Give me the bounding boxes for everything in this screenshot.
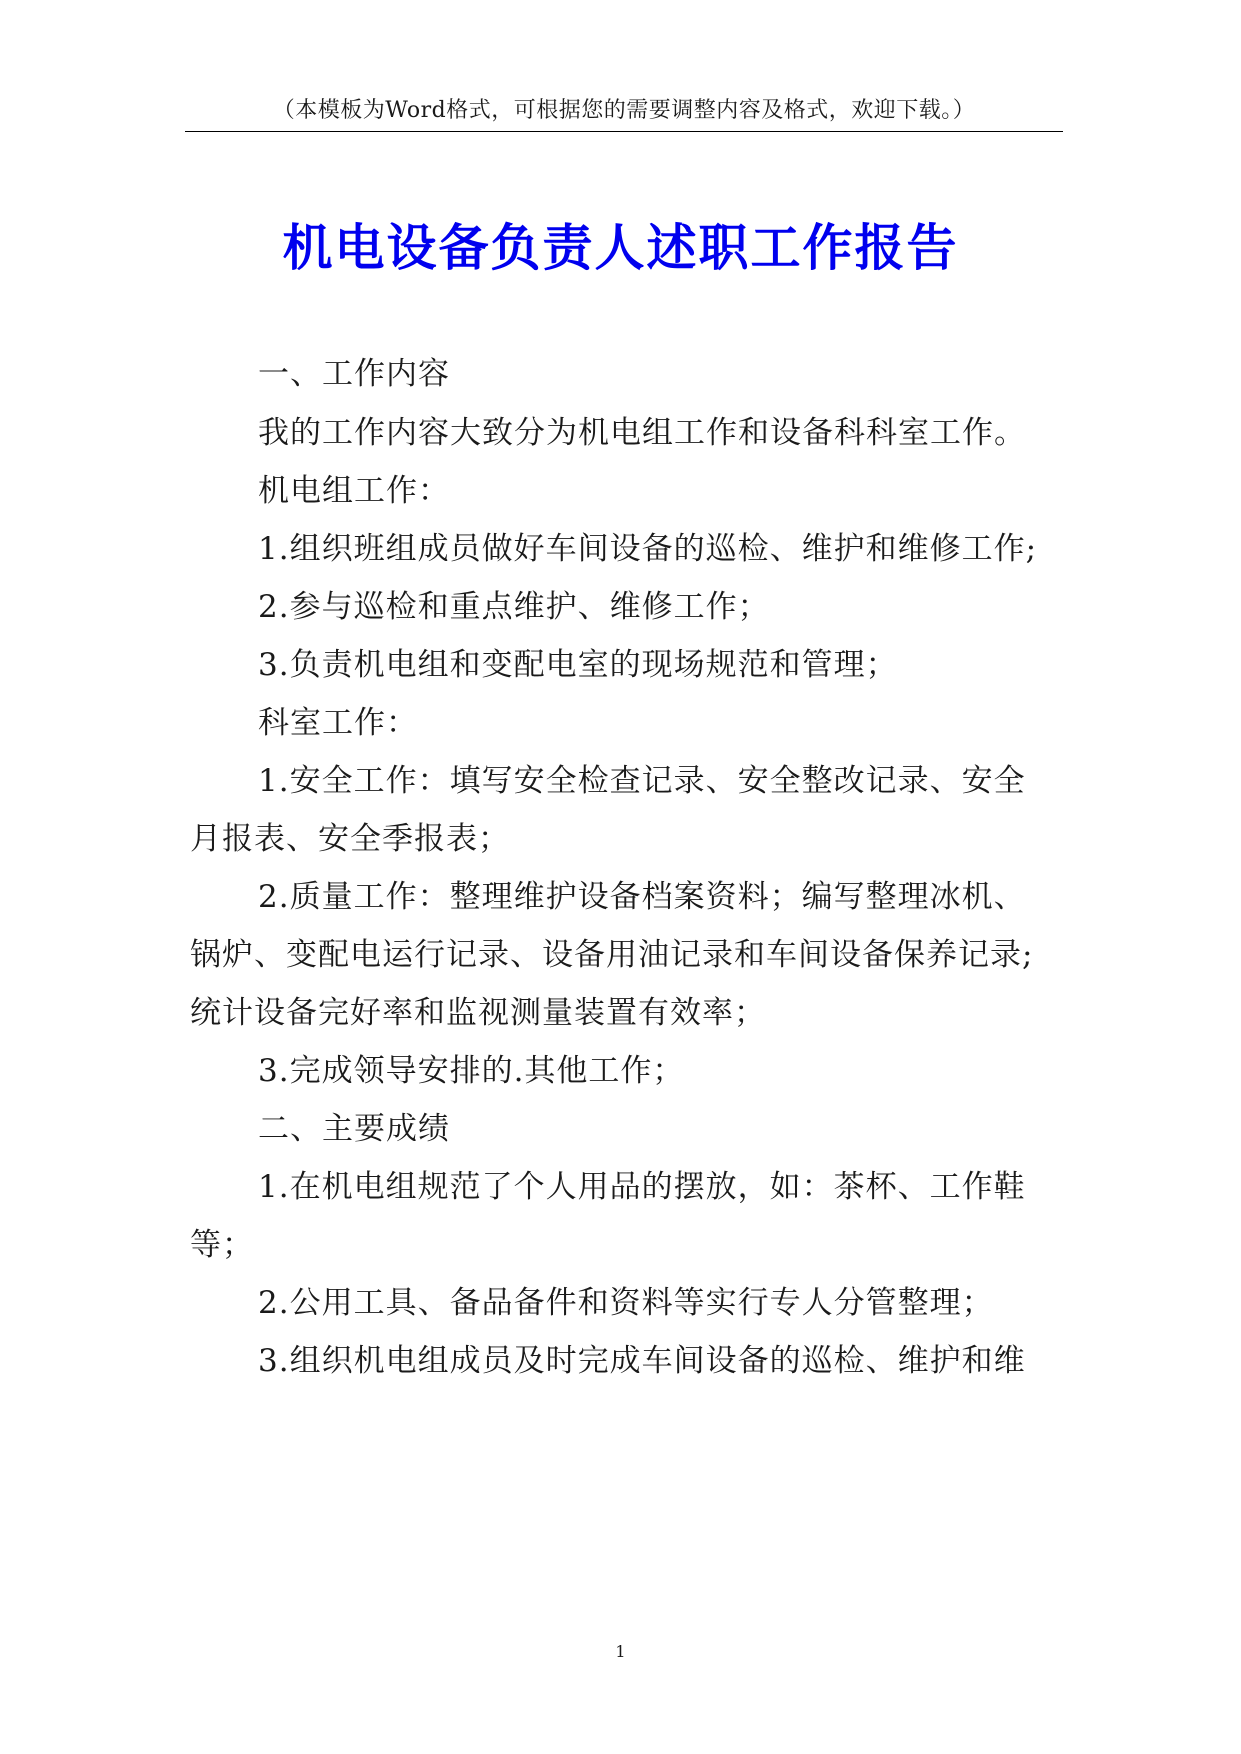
- header-divider: [185, 131, 1063, 132]
- list-item: 3.组织机电组成员及时完成车间设备的巡检、维护和维: [258, 1343, 1026, 1379]
- list-item-continuation: 月报表、安全季报表；: [190, 821, 510, 857]
- list-item: 1.组织班组成员做好车间设备的巡检、维护和维修工作;: [258, 531, 1038, 567]
- list-item: 2.质量工作：整理维护设备档案资料；编写整理冰机、: [258, 879, 1026, 915]
- section-heading: 一、工作内容: [258, 356, 450, 392]
- page-number: 1: [615, 1642, 626, 1661]
- list-item: 3.负责机电组和变配电室的现场规范和管理；: [258, 647, 898, 683]
- list-item: 1.在机电组规范了个人用品的摆放，如：茶杯、工作鞋: [258, 1169, 1026, 1205]
- list-item-continuation: 锅炉、变配电运行记录、设备用油记录和车间设备保养记录;: [190, 937, 1034, 973]
- header-note: （本模板为Word格式，可根据您的需要调整内容及格式，欢迎下载。）: [272, 98, 976, 123]
- section-heading: 二、主要成绩: [258, 1111, 450, 1147]
- paragraph-line: 我的工作内容大致分为机电组工作和设备科科室工作。: [258, 415, 1026, 451]
- list-item: 1.安全工作：填写安全检查记录、安全整改记录、安全: [258, 763, 1026, 799]
- document-title: 机电设备负责人述职工作报告: [282, 219, 959, 277]
- list-item: 3.完成领导安排的.其他工作；: [258, 1053, 685, 1089]
- paragraph-line: 机电组工作：: [258, 473, 450, 509]
- list-item: 2.参与巡检和重点维护、维修工作；: [258, 589, 770, 625]
- list-item-continuation: 统计设备完好率和监视测量装置有效率；: [190, 995, 766, 1031]
- list-item-continuation: 等；: [190, 1227, 254, 1263]
- paragraph-line: 科室工作：: [258, 705, 418, 741]
- list-item: 2.公用工具、备品备件和资料等实行专人分管整理；: [258, 1285, 994, 1321]
